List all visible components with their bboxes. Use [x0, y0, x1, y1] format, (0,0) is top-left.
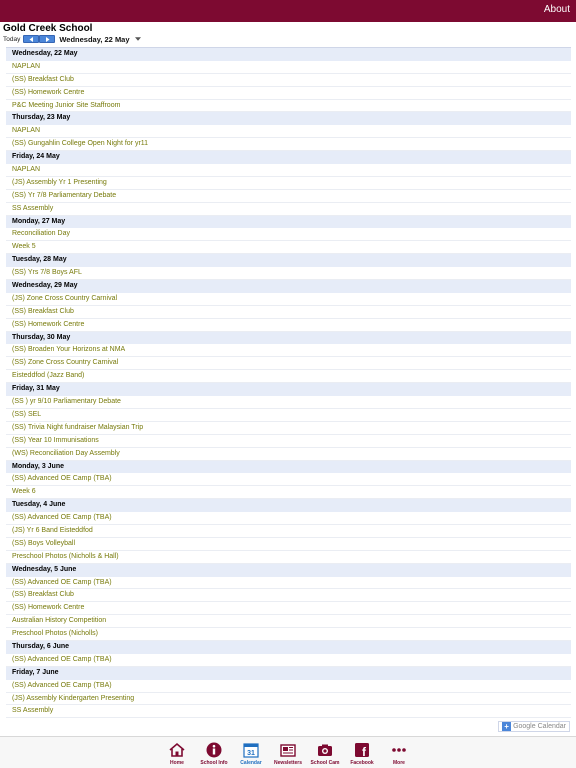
event-item[interactable]: (SS) Breakfast Club [6, 74, 571, 87]
about-button[interactable]: About [543, 4, 570, 15]
chevron-down-icon [135, 37, 141, 41]
day-header: Friday, 7 June [6, 667, 571, 680]
event-item[interactable]: (SS) Homework Centre [6, 602, 571, 615]
event-item[interactable]: (SS) Advanced OE Camp (TBA) [6, 473, 571, 486]
event-item[interactable]: (JS) Assembly Kindergarten Presenting [6, 693, 571, 706]
date-navigation [3, 34, 141, 44]
page-title: Gold Creek School [3, 23, 93, 34]
facebook-icon [354, 742, 370, 758]
event-item[interactable]: (SS) Breakfast Club [6, 306, 571, 319]
event-item[interactable]: SS Assembly [6, 705, 571, 718]
event-item[interactable]: Week 6 [6, 486, 571, 499]
tab-label: Home [170, 760, 184, 766]
top-bar [0, 0, 576, 22]
day-header: Tuesday, 28 May [6, 254, 571, 267]
calendar-icon [243, 742, 259, 758]
event-item[interactable]: (JS) Assembly Yr 1 Presenting [6, 177, 571, 190]
event-item[interactable]: (SS) Advanced OE Camp (TBA) [6, 680, 571, 693]
day-header: Friday, 31 May [6, 383, 571, 396]
event-item[interactable]: Preschool Photos (Nicholls & Hall) [6, 551, 571, 564]
tab-newsletters[interactable] [270, 737, 307, 766]
event-item[interactable]: (SS) Breakfast Club [6, 589, 571, 602]
event-item[interactable]: NAPLAN [6, 164, 571, 177]
event-item[interactable]: (JS) Zone Cross Country Carnival [6, 293, 571, 306]
day-header: Wednesday, 5 June [6, 564, 571, 577]
event-item[interactable]: (SS) Zone Cross Country Carnival [6, 357, 571, 370]
event-item[interactable]: (SS) Gungahlin College Open Night for yr11 [6, 138, 571, 151]
tab-label: More [393, 760, 405, 766]
event-item[interactable]: (SS) Yr 7/8 Parliamentary Debate [6, 190, 571, 203]
event-item[interactable]: (JS) Yr 6 Band Eisteddfod [6, 525, 571, 538]
event-item[interactable]: NAPLAN [6, 125, 571, 138]
event-item[interactable]: Week 5 [6, 241, 571, 254]
event-item[interactable]: (SS) Homework Centre [6, 319, 571, 332]
event-item[interactable]: (SS) Advanced OE Camp (TBA) [6, 512, 571, 525]
calendar-header [0, 22, 576, 46]
event-item[interactable]: Reconciliation Day [6, 228, 571, 241]
calendar-icon-text: 31 [247, 750, 255, 757]
day-header: Thursday, 30 May [6, 332, 571, 345]
tab-home[interactable] [159, 737, 196, 766]
agenda-list[interactable] [6, 47, 571, 719]
event-item[interactable]: NAPLAN [6, 61, 571, 74]
current-date-label: Wednesday, 22 May [59, 34, 130, 44]
camera-icon [317, 742, 333, 758]
event-item[interactable]: (SS) Advanced OE Camp (TBA) [6, 654, 571, 667]
tab-label: Calendar [240, 760, 262, 766]
event-item[interactable]: (SS) Trivia Night fundraiser Malaysian Trip [6, 422, 571, 435]
event-item[interactable]: (SS) Yrs 7/8 Boys AFL [6, 267, 571, 280]
event-item[interactable]: Preschool Photos (Nicholls) [6, 628, 571, 641]
plus-icon: + [502, 722, 511, 731]
previous-button[interactable] [23, 35, 39, 43]
tab-school-cam[interactable] [307, 737, 344, 766]
day-header: Wednesday, 29 May [6, 280, 571, 293]
event-item[interactable]: P&C Meeting Junior Site Staffroom [6, 100, 571, 113]
event-item[interactable]: (SS) SEL [6, 409, 571, 422]
event-item[interactable]: (SS ) yr 9/10 Parliamentary Debate [6, 396, 571, 409]
day-header: Wednesday, 22 May [6, 48, 571, 61]
info-icon [206, 742, 222, 758]
event-item[interactable]: (SS) Year 10 Immunisations [6, 435, 571, 448]
day-header: Thursday, 6 June [6, 641, 571, 654]
event-item[interactable]: (SS) Broaden Your Horizons at NMA [6, 344, 571, 357]
event-item[interactable]: (SS) Boys Volleyball [6, 538, 571, 551]
next-button[interactable] [39, 35, 55, 43]
day-header: Monday, 27 May [6, 216, 571, 229]
event-item[interactable]: (WS) Reconciliation Day Assembly [6, 448, 571, 461]
arrow-left-icon [29, 37, 34, 42]
event-item[interactable]: Eisteddfod (Jazz Band) [6, 370, 571, 383]
arrow-right-icon [45, 37, 50, 42]
tab-bar [0, 736, 576, 768]
facebook-icon-text: f [362, 745, 366, 758]
tab-facebook[interactable] [344, 737, 381, 766]
date-dropdown[interactable] [135, 37, 141, 41]
event-item[interactable]: SS Assembly [6, 203, 571, 216]
home-icon [169, 742, 185, 758]
tab-calendar[interactable] [233, 737, 270, 766]
google-calendar-badge[interactable] [498, 721, 570, 732]
tab-more[interactable] [381, 737, 418, 766]
today-button[interactable]: Today [3, 35, 21, 43]
event-item[interactable]: (SS) Homework Centre [6, 87, 571, 100]
tab-label: Facebook [350, 760, 374, 766]
event-item[interactable]: (SS) Advanced OE Camp (TBA) [6, 577, 571, 590]
tab-label: School Cam [310, 760, 340, 766]
more-icon [391, 742, 407, 758]
event-item[interactable]: Australian History Competition [6, 615, 571, 628]
google-calendar-label: Google Calendar [513, 723, 566, 730]
tab-school-info[interactable] [196, 737, 233, 766]
newspaper-icon [280, 742, 296, 758]
day-header: Friday, 24 May [6, 151, 571, 164]
tab-label: Newsletters [273, 760, 303, 766]
tab-label: School Info [200, 760, 228, 766]
day-header: Tuesday, 4 June [6, 499, 571, 512]
day-header: Thursday, 23 May [6, 112, 571, 125]
day-header: Monday, 3 June [6, 461, 571, 474]
